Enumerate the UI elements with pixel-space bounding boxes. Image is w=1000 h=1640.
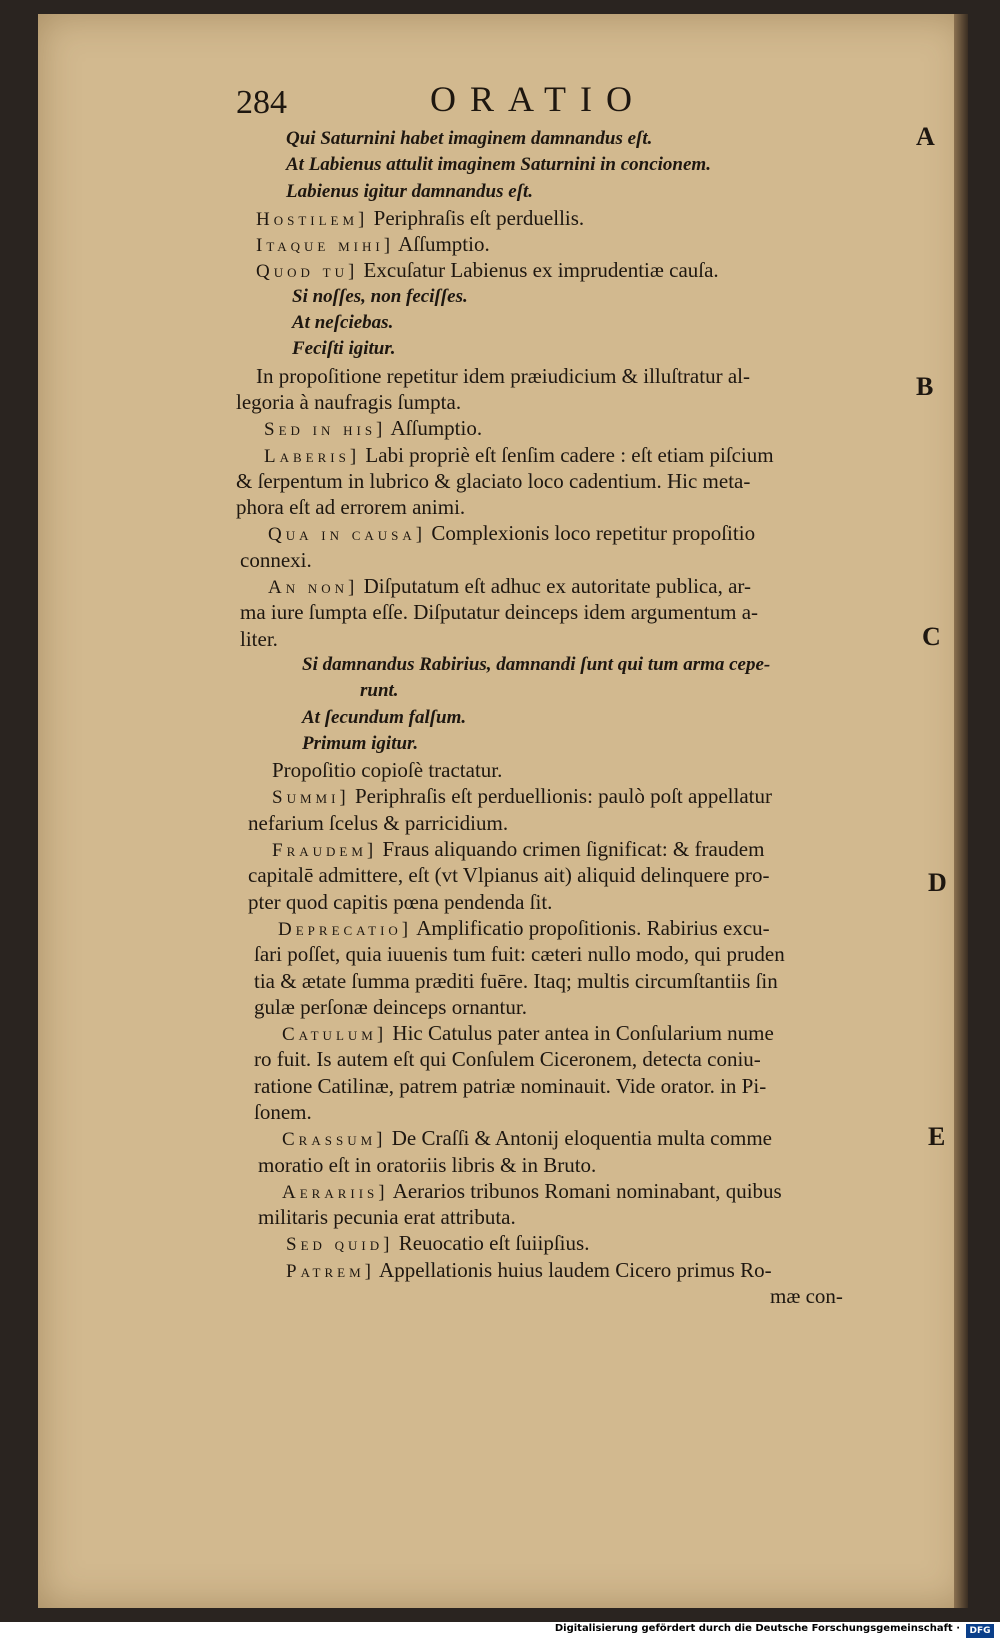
lemma-keyword: Deprecatio]	[278, 918, 413, 940]
body-text	[236, 126, 976, 1309]
line-text: moratio eſt in oratoriis libris & in Bruto.	[258, 1152, 597, 1177]
line-text: Aſſumptio.	[394, 232, 490, 257]
line-text: Diſputatum eſt adhuc ex autoritate publica, ar-	[358, 574, 751, 599]
lemma-keyword: Summi]	[272, 787, 350, 809]
lemma-keyword: Fraudem]	[272, 840, 378, 862]
text-line	[236, 994, 976, 1020]
line-text: pter quod capitis pœna pendenda ſit.	[248, 889, 553, 914]
text-line	[236, 152, 976, 178]
text-line	[236, 599, 976, 625]
line-text: ro fuit. Is autem eſt qui Conſulem Ciceronem, detecta coniu-	[254, 1047, 761, 1072]
line-text: Si damnandus Rabirius, damnandi ſunt qui tum arma cepe-	[302, 653, 771, 675]
text-line	[236, 783, 976, 809]
text-line	[236, 310, 976, 336]
text-line	[236, 915, 976, 941]
text-line	[236, 968, 976, 994]
lemma-keyword: Quod tu]	[256, 261, 359, 283]
line-text: Periphraſis eſt perduellis.	[368, 205, 585, 230]
line-text: De Craſſi & Antonij eloquentia multa comme	[386, 1126, 772, 1151]
text-line	[236, 494, 976, 520]
digitization-footer	[0, 1622, 1000, 1640]
line-text: gulæ perſonæ deinceps ornantur.	[254, 994, 527, 1019]
text-line	[236, 810, 976, 836]
margin-letter-d: D	[928, 868, 947, 897]
line-text: Labienus igitur damnandus eſt.	[286, 180, 534, 202]
line-text: Appellationis huius laudem Cicero primus Ro-	[374, 1257, 772, 1282]
dfg-logo-icon: DFG	[966, 1624, 994, 1638]
lemma-keyword: Catulum]	[282, 1024, 388, 1046]
text-line	[236, 1257, 976, 1283]
line-text: runt.	[360, 680, 399, 702]
text-line	[236, 126, 976, 152]
text-line	[236, 468, 976, 494]
text-line	[236, 547, 976, 573]
line-text: At Labienus attulit imaginem Saturnini in concionem.	[286, 154, 711, 176]
lemma-keyword: Sed in his]	[264, 419, 387, 441]
line-text: Complexionis loco repetitur propoſitio	[426, 521, 756, 546]
line-text: Aerarios tribunos Romani nominabant, quibus	[388, 1178, 782, 1203]
margin-letter-e: E	[928, 1122, 946, 1151]
text-line	[236, 205, 976, 231]
text-line	[236, 1046, 976, 1072]
line-text: ma iure ſumpta eſſe. Diſputatur deinceps idem argumentum a-	[240, 600, 759, 625]
line-text: At ſecundum falſum.	[302, 706, 467, 728]
line-text: legoria à naufragis ſumpta.	[236, 389, 462, 414]
text-line	[236, 257, 976, 283]
margin-letter-b: B	[916, 372, 934, 401]
margin-letter-c: C	[922, 622, 941, 651]
text-line	[236, 1204, 976, 1230]
lemma-keyword: Crassum]	[282, 1129, 387, 1151]
line-text: Labi propriè eſt ſenſim cadere : eſt etiam piſcium	[360, 442, 774, 467]
running-title: ORATIO	[430, 79, 646, 119]
text-line	[236, 836, 976, 862]
text-line	[236, 1099, 976, 1125]
line-text: Reuocatio eſt ſuiipſius.	[393, 1231, 590, 1256]
text-line	[236, 889, 976, 915]
line-text: liter.	[240, 626, 278, 651]
line-text: & ſerpentum in lubrico & glaciato loco cadentium. Hic meta-	[236, 468, 751, 493]
line-text: Fraus aliquando crimen ſignificat: & fraudem	[377, 837, 765, 862]
lemma-keyword: Qua in causa]	[268, 524, 427, 546]
line-text: Si noſſes, non feciſſes.	[292, 285, 468, 307]
line-text: connexi.	[240, 547, 312, 572]
lemma-keyword: Itaque mihi]	[256, 235, 395, 257]
margin-letter-a: A	[916, 122, 935, 151]
text-line	[236, 284, 976, 310]
text-line	[236, 1125, 976, 1151]
text-line	[236, 757, 976, 783]
text-line	[236, 678, 976, 704]
text-line	[236, 941, 976, 967]
text-line	[236, 1073, 976, 1099]
line-text: Feciſti igitur.	[292, 338, 396, 360]
text-line	[236, 626, 976, 652]
line-text: ratione Catilinæ, patrem patriæ nominauit. Vide orator. in Pi-	[254, 1073, 767, 1098]
text-line	[236, 1020, 976, 1046]
text-line	[236, 520, 976, 546]
text-line	[236, 652, 976, 678]
line-text: Aſſumptio.	[386, 416, 483, 441]
line-text: Hic Catulus pater antea in Conſularium nume	[387, 1021, 774, 1046]
lemma-keyword: Sed quid]	[286, 1234, 394, 1256]
text-line	[236, 1152, 976, 1178]
line-text: In propoſitione repetitur idem præiudicium & illuſtratur al-	[256, 363, 750, 388]
lemma-keyword: Laberis]	[264, 445, 361, 467]
text-line	[236, 231, 976, 257]
page-number: 284	[236, 84, 287, 121]
text-line	[236, 705, 976, 731]
line-text: ſonem.	[254, 1099, 312, 1124]
text-line	[236, 862, 976, 888]
footer-credit: Digitalisierung gefördert durch die Deutsche Forschungsgemeinschaft ·	[554, 1623, 960, 1634]
text-line	[236, 1230, 976, 1256]
line-text: ſari poſſet, quia iuuenis tum fuit: cæteri nullo modo, qui pruden	[254, 942, 785, 967]
lemma-keyword: Aerariis]	[282, 1181, 389, 1203]
text-line	[236, 1283, 976, 1309]
text-line	[236, 573, 976, 599]
page-header	[0, 76, 1000, 126]
line-text: Amplificatio propoſitionis. Rabirius excu-	[412, 915, 770, 940]
line-text: Propoſitio copioſè tractatur.	[272, 758, 503, 783]
line-text: phora eſt ad errorem animi.	[236, 495, 466, 520]
line-text: mæ con-	[770, 1284, 843, 1309]
line-text: tia & ætate ſumma præditi fuēre. Itaq; multis circumſtantiis ſin	[254, 968, 778, 993]
lemma-keyword: Hostilem]	[256, 208, 369, 230]
text-line	[236, 731, 976, 757]
line-text: Qui Saturnini habet imaginem damnandus eſt.	[286, 128, 653, 149]
text-line	[236, 389, 976, 415]
line-text: Periphraſis eſt perduellionis: paulò poſt appellatur	[349, 784, 772, 809]
text-line	[236, 179, 976, 205]
line-text: militaris pecunia erat attributa.	[258, 1205, 516, 1230]
text-line	[236, 363, 976, 389]
text-line	[236, 442, 976, 468]
text-line	[236, 415, 976, 441]
text-line	[236, 1178, 976, 1204]
line-text: capitalē admittere, eſt (vt Vlpianus ait) aliquid delinquere pro-	[248, 863, 770, 888]
lemma-keyword: Patrem]	[286, 1260, 375, 1282]
lemma-keyword: An non]	[268, 577, 359, 599]
line-text: nefarium ſcelus & parricidium.	[248, 810, 509, 835]
line-text: Excuſatur Labienus ex imprudentiæ cauſa.	[358, 258, 719, 283]
line-text: At neſciebas.	[292, 312, 394, 334]
line-text: Primum igitur.	[302, 732, 419, 754]
text-line	[236, 336, 976, 362]
